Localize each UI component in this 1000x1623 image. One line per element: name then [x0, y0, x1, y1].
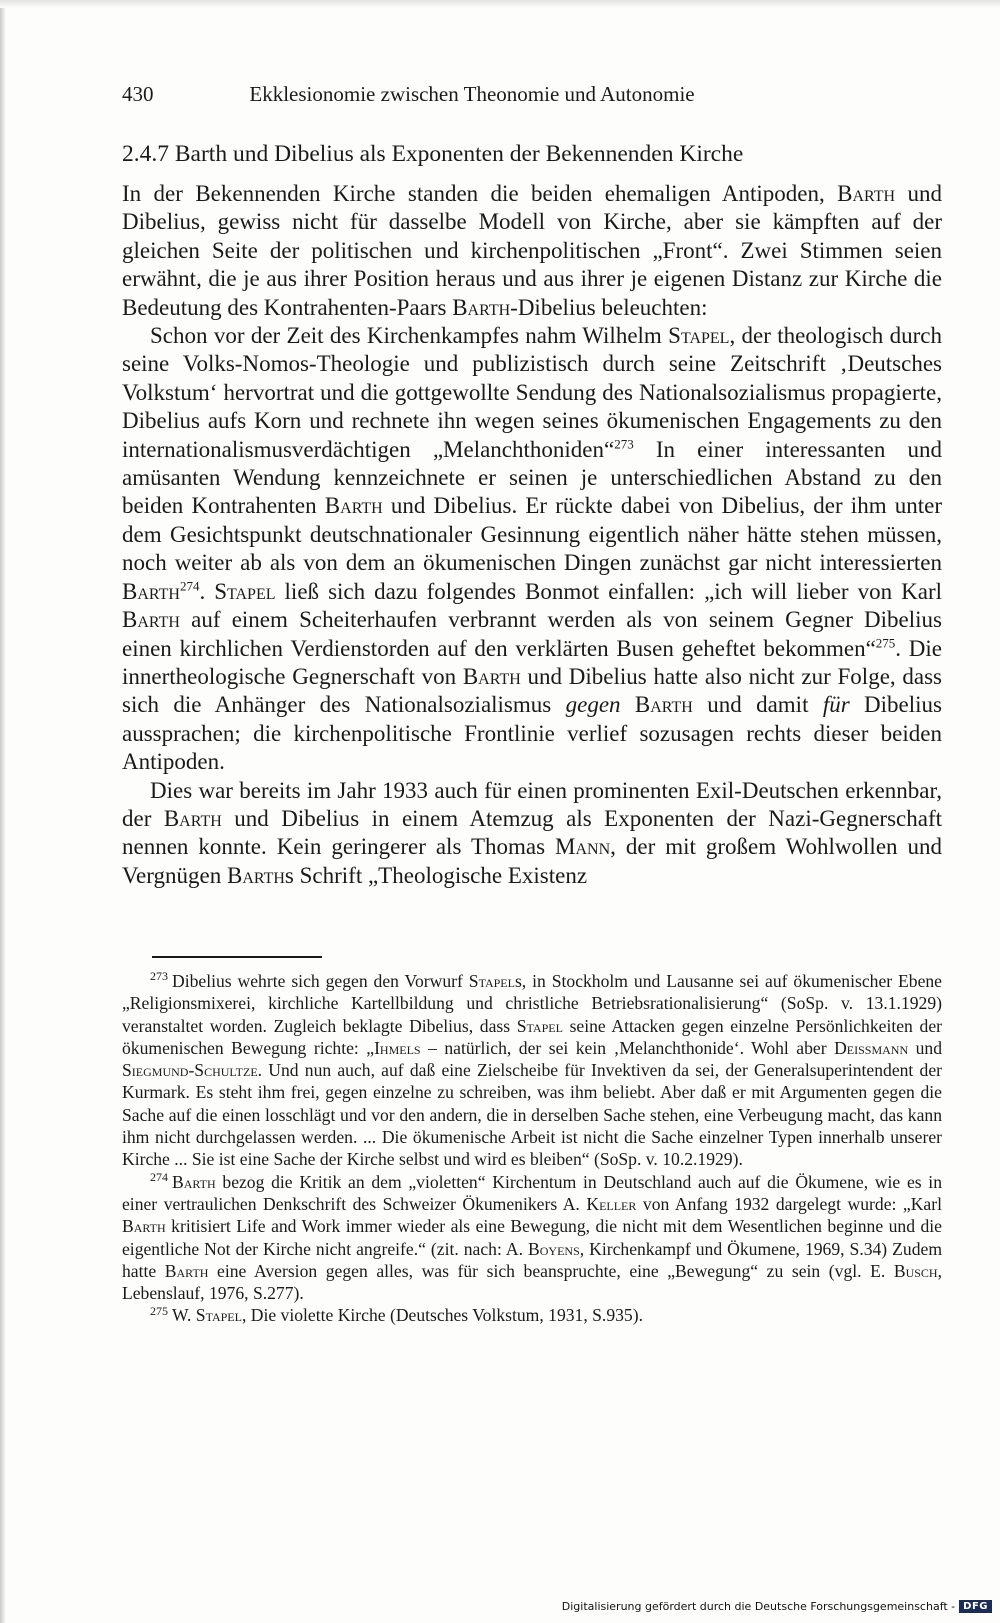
- footnote-ref-273[interactable]: 273: [614, 436, 634, 451]
- footnote-number: 274: [150, 1169, 168, 1184]
- name-barth: Barth: [122, 607, 180, 633]
- scan-edge-shadow: [0, 0, 6, 1623]
- name-barth: Barth: [462, 663, 521, 689]
- footnotes: [122, 970, 942, 1327]
- name-barth: Barth: [122, 1216, 166, 1237]
- name-busch: Busch: [893, 1260, 938, 1281]
- footnote-number: 275: [150, 1303, 168, 1318]
- name-barth: Barth: [164, 1260, 209, 1281]
- footnote-number: 273: [150, 969, 168, 984]
- name-boyens: Boyens: [528, 1238, 580, 1259]
- footnote-divider: [152, 956, 322, 958]
- name-keller: Keller: [586, 1193, 637, 1214]
- name-barth: Barth: [837, 181, 896, 206]
- name-stapel: Stapel: [468, 971, 515, 991]
- name-stapel: Stapel: [214, 578, 276, 604]
- footnote-ref-275[interactable]: 275: [875, 634, 896, 650]
- name-mann: Mann: [555, 834, 611, 860]
- name-barth: Barth: [324, 493, 383, 519]
- running-header: [122, 82, 762, 112]
- dfg-banner-text: Digitalisierung gefördert durch die Deutsche Forschungsgemeinschaft -: [561, 1599, 956, 1613]
- body-text: [122, 180, 942, 890]
- dfg-funding-banner: [562, 1597, 992, 1615]
- dfg-logo-icon: DFG: [959, 1600, 992, 1613]
- name-stapel: Stapel: [668, 323, 730, 349]
- footnote-273: $^{273}$ Dibelius wehrte sich gegen den Vorwurf Stapels, in Stockholm und Lausanne sei auf ökumenischer Ebene „Religionsmixerei, kirchliche Kartellbildung und christliche Betriebsrationalisierung“ (SoSp. v. 13.1.1929) veranstaltet worden. Zugleich beklagte Dibelius, dass Stapel seine Attacken gegen einzelne Persönlichkeiten der ökumenischen Bewegung richte: „Ihmels – natürlich, der sei kein ‚Melanchthonide‘. Wohl aber Deissmann und Siegmund-Schultze. Und nun auch, auf daß eine Zielscheibe für Invektiven da sei, der Generalsuperintendent der Kurmark. Es steht ihm frei, gegen einzelne zu schreiben, was ihm beliebt. Aber daß er mit Argumenten gegen die Sache auf die einen losschlägt und vor den andern, die in derselben Sache stehen, eine Verbeugung macht, das kann ihm nicht durchgelassen werden. ... Die ökumenische Arbeit ist nicht die Sache einzelner Typen innerhalb unserer Kirche ... Sie ist eine Sache der Kirche selbst und wird es bleiben“ (SoSp. v. 10.2.1929).: [122, 969, 942, 1170]
- scan-top-shadow: [0, 0, 1000, 8]
- name-ihmels: Ihmels: [374, 1037, 421, 1058]
- name-barth: Barth: [172, 1171, 216, 1192]
- name-barth: Barth: [452, 294, 511, 320]
- paragraph-2: Schon vor der Zeit des Kirchenkampfes nahm Wilhelm Stapel, der theologisch durch seine Volks-Nomos-Theologie und publizistisch durch seine Zeitschrift ‚Deutsches Volkstum‘ hervortrat und die gottgewollte Sendung des Nationalsozialismus propagierte, Dibelius aufs Korn und rechnete ihn wegen seines ökumenischen Engagements zu den internationalismusverdächtigen „Melanchthoniden“$^{273}$ In einer interessanten und amüsanten Wendung kennzeichnete er seinen je unterschiedlichen Abstand zu den beiden Kontrahenten Barth und Dibelius. Er rückte dabei von Dibelius, der ihm unter dem Gesichtspunkt deutschnationaler Gesinnung eigentlich näher hätte stehen müssen, noch weiter ab als von dem an ökumenischen Dingen zunächst gar nicht interessierten Barth$^{274}$. Stapel ließ sich dazu folgendes Bonmot einfallen: „ich will lieber von Karl Barth auf einem Scheiterhaufen verbrannt werden als von seinem Gegner Dibelius einen kirchlichen Verdienstorden auf den verklärten Busen geheftet bekommen“$^{275}$. Die innertheologische Gegnerschaft von Barth und Dibelius hatte also nicht zur Folge, dass sich die Anhänger des Nationalsozialismus gegen Barth und damit für Dibelius aussprachen; die kirchenpolitische Frontlinie verlief sozusagen rechts dieser beiden Antipoden.: [122, 323, 943, 775]
- footnote-274: $^{274}$ Barth bezog die Kritik an dem „violetten“ Kirchentum in Deutschland auch auf die Ökumene, wie es in einer vertraulichen Denkschrift des Schweizer Ökumenikers A. Keller von Anfang 1932 dargelegt wurde: „Karl Barth kritisiert Life and Work immer wieder als eine Bewegung, die nicht mit dem Wesentlichen beginne und die eigentliche Not der Kirche nicht angreife.“ (zit. nach: A. Boyens, Kirchenkampf und Ökumene, 1969, S.34) Zudem hatte Barth eine Aversion gegen alles, was für sich beanspruchte, eine „Bewegung“ zu sein (vgl. E. Busch, Lebenslauf, 1976, S.277).: [122, 1169, 943, 1304]
- section-heading: 2.4.7 Barth und Dibelius als Exponenten der Bekennenden Kirche: [122, 141, 744, 167]
- emphasis-fuer: für: [822, 692, 850, 718]
- emphasis-gegen: gegen: [565, 692, 621, 718]
- name-stapel: Stapel: [516, 1015, 563, 1036]
- footnote-ref-274[interactable]: 274: [179, 578, 200, 594]
- footnote-275: $^{275}$ W. Stapel, Die violette Kirche (Deutsches Volkstum, 1931, S.935).: [150, 1303, 643, 1326]
- name-stapel: Stapel: [195, 1305, 242, 1326]
- name-barth: Barth: [122, 578, 180, 604]
- name-barth: Barth: [634, 692, 693, 718]
- running-title: Ekklesionomie zwischen Theonomie und Autonomie: [249, 82, 695, 106]
- paragraph-1: In der Bekennenden Kirche standen die beiden ehemaligen Antipoden, Barth und Dibelius, gewiss nicht für dasselbe Modell von Kirche, aber sie kämpften auf der gleichen Seite der politischen und kirchenpolitischen „Front“. Zwei Stimmen seien erwähnt, die je aus ihrer Position heraus und aus ihrer je eigenen Distanz zur Kirche die Bedeutung des Kontrahenten-Paars Barth-Dibelius beleuchten:: [122, 181, 942, 320]
- name-barth: Barth: [163, 805, 222, 831]
- name-siegmund-schultze: Siegmund-Schultze: [122, 1060, 258, 1081]
- page-number: 430: [122, 82, 154, 106]
- paragraph-3: Dies war bereits im Jahr 1933 auch für einen prominenten Exil-Deutschen erkennbar, der Barth und Dibelius in einem Atemzug als Exponenten der Nazi-Gegnerschaft nennen konnte. Kein geringerer als Thomas Mann, der mit großem Wohlwollen und Vergnügen Barths Schrift „Theologische Existenz: [122, 777, 942, 888]
- name-barth: Barth: [226, 862, 285, 888]
- name-deissmann: Deissmann: [834, 1037, 909, 1058]
